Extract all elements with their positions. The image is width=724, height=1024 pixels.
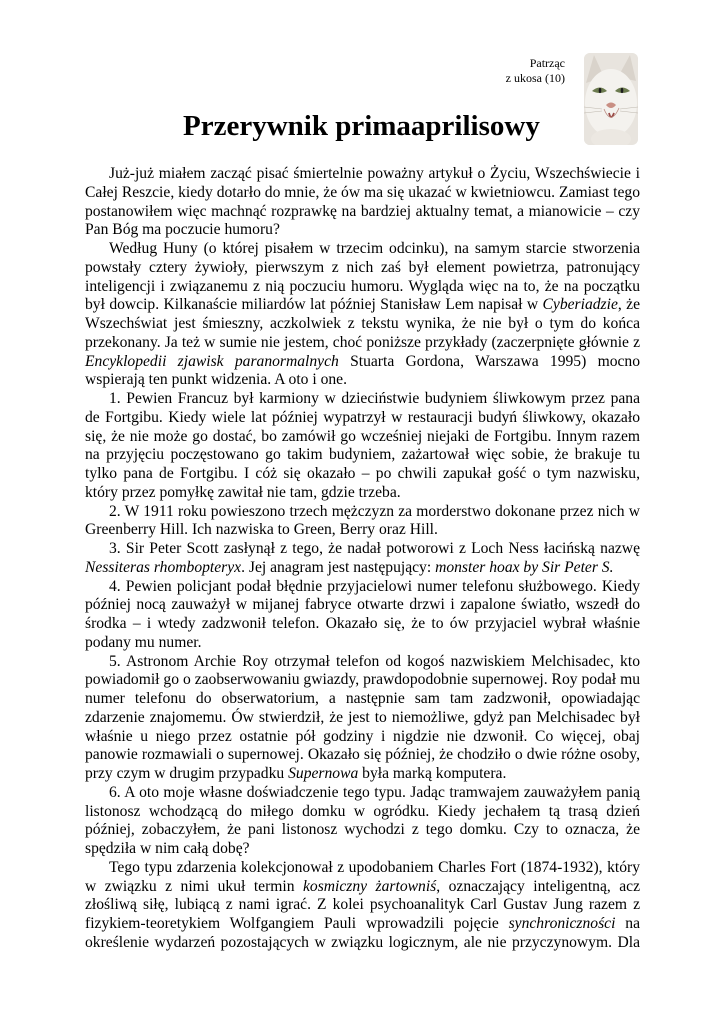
article-paragraph: 4. Pewien policjant podał błędnie przyjacielowi numer telefonu służbowego. Kiedy później nocą zauważył w mijanej fabryce otwarte drzwi i zapalone światło, wszedł do środka – i wtedy zadzwonił telefon. Okazało się, że to ów przyjaciel wybrał właśnie podany mu numer. [85,577,640,651]
column-name: Patrząc [529,56,565,70]
article-paragraph: Tego typu zdarzenia kolekcjonował z upodobaniem Charles Fort (1874-1932), który w związku z nimi ukuł termin kosmiczny żartowniś, oznaczający inteligentną, acz złośliwą siłę, lubiącą z nami igrać. Z kolei psychoanalityk Carl Gustav Jung razem z fizykiem-teoretykiem Wolfgangiem Pauli wprowadzili pojęcie synchroniczności na określenie wydarzeń pozostających w związku logicznym, ale nie przyczynowym. Dla [85,858,641,951]
article-title: Przerywnik primaaprilisowy [183,110,540,142]
article-paragraph: 2. W 1911 roku powieszono trzech mężczyzn za morderstwo dokonane przez nich w Greenberry Hill. Ich nazwiska to Green, Berry oraz Hill. [85,502,640,539]
article-paragraph: 6. A oto moje własne doświadczenie tego typu. Jadąc tramwajem zauważyłem panią listonosz wchodzącą do miłego domku w ogródku. Kiedy jechałem tą trasą dzień później, zobaczyłem, że pani listonosz wychodzi z tego domku. Czy to oznacza, że spędziła w nim całą dobę? [85,783,640,857]
article-paragraph: Według Huny (o której pisałem w trzecim odcinku), na samym starcie stworzenia powstały cztery żywioły, pierwszym z nich zaś był element powietrza, patronujący inteligencji i związanemu z nią poczuciu humoru. Wygląda więc na to, że na początku był dowcip. Kilkanaście miliardów lat później Stanisław Lem napisał w Cyberiadzie, że Wszechświat jest śmieszny, aczkolwiek z tekstu wynika, że nie był o tym do końca przekonany. Ja też w sumie nie jestem, choć poniższe przykłady (zaczerpnięte głównie z Encyklopedii zjawisk paranormalnych Stuarta Gordona, Warszawa 1995) mocno wspierają ten punkt widzenia. A oto i one. [85,240,641,389]
article-paragraph: 1. Pewien Francuz był karmiony w dzieciństwie budyniem śliwkowym przez pana de Fortgibu. Kiedy wiele lat później wypatrzył w restauracji budyń śliwkowy, okazało się, że nie może go dostać, bo zamówił go wcześniej niejaki de Fortgibu. Innym razem na przyjęciu poczęstowano go takim budyniem, zażartował więc sobie, że brakuje tu tylko pana de Fortgibu. I cóż się okazało – po chwili zapukał gość o tym nazwisku, który przez pomyłkę zawitał nie tam, gdzie trzeba. [85,390,640,501]
article-paragraph: Już-już miałem zacząć pisać śmiertelnie poważny artykuł o Życiu, Wszechświecie i Całej Reszcie, kiedy dotarło do mnie, że ów ma się ukazać w kwietniowcu. Zamiast tego postanowiłem więc machnąć rozprawkę na bardziej aktualny temat, a mianowicie – czy Pan Bóg ma poczucie humoru? [85,165,640,239]
article-paragraph: 3. Sir Peter Scott zasłynął z tego, że nadał potworowi z Loch Ness łacińską nazwę Nessiteras rhombopteryx. Jej anagram jest następujący: monster hoax by Sir Peter S. [85,540,640,576]
article-body [85,165,640,953]
article-paragraph: 5. Astronom Archie Roy otrzymał telefon od kogoś nazwiskiem Melchisadec, kto powiadomił go o zaobserwowaniu gwiazdy, prawdopodobnie supernowej. Roy podał mu numer telefonu do obserwatorium, a następnie sam tam zadzwonił, opowiadając zdarzenie znajomemu. Ów stwierdził, że jest to niemożliwe, gdyż pan Melchisadec był właśnie u niego przez ostatnie pół godziny i nigdzie nie dzwonił. Co więcej, obaj panowie rozmawiali o supernowej. Okazało się później, że chodziło o dwie różne osoby, przy czym w drugim przypadku Supernowa była marką komputera. [85,652,640,782]
column-issue: z ukosa (10) [505,71,565,85]
column-kicker [506,56,565,86]
cat-face-image [584,53,638,145]
cat-photo [584,53,638,145]
